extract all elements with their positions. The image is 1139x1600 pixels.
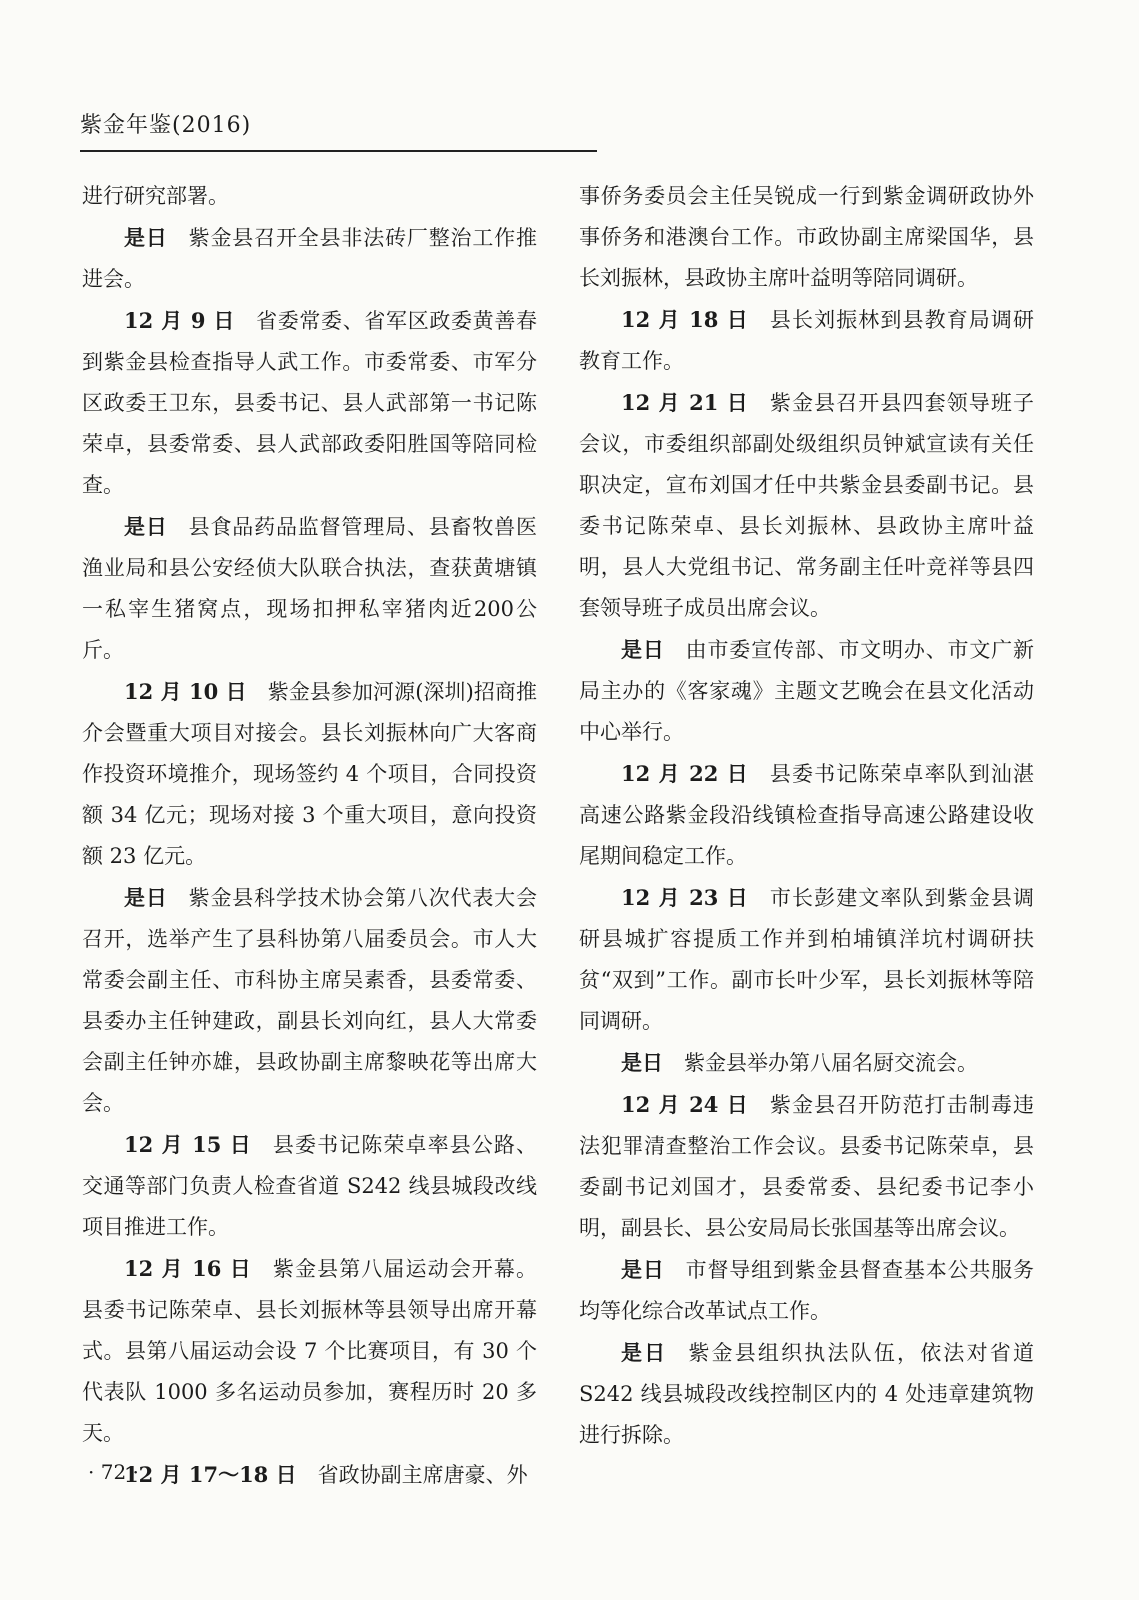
entry-text: 县委书记陈荣卓率县公路、交通等部门负责人检查省道 S242 线县城段改线项目推进工作。 (82, 1133, 537, 1239)
entry-text: 由市委宣传部、市文明办、市文广新局主办的《客家魂》主题文艺晚会在县文化活动中心举行。 (579, 638, 1035, 744)
running-header: 紫金年鉴(2016) (80, 113, 252, 138)
entry-text: 紫金县组织执法队伍，依法对省道 S242 线县城段改线控制区内的 4 处违章建筑物进行拆除。 (579, 1341, 1034, 1447)
entry-date: 是日 (124, 514, 168, 539)
entry-text: 省委常委、省军区政委黄善春到紫金县检查指导人武工作。市委常委、市军分区政委王卫东，县委书记、县人武部第一书记陈荣卓，县委常委、县人武部政委阳胜国等陪同检查。 (82, 309, 537, 497)
entry-paragraph (82, 217, 537, 300)
header-rule (80, 150, 597, 152)
entry-paragraph (82, 671, 537, 877)
entry-date: 12 月 17～18 日 (124, 1462, 297, 1487)
entry-paragraph (579, 1249, 1034, 1332)
right-column (579, 176, 1034, 1456)
entry-paragraph (579, 382, 1034, 629)
entry-date: 是日 (621, 1340, 668, 1365)
entry-text: 紫金县第八届运动会开幕。县委书记陈荣卓、县长刘振林等县领导出席开幕式。县第八届运动会设 7 个比赛项目，有 30 个代表队 1000 多名运动员参加，赛程历时 20 多天。 (82, 1257, 537, 1445)
entry-date: 是日 (621, 637, 665, 662)
entry-text: 紫金县科学技术协会第八次代表大会召开，选举产生了县科协第八届委员会。市人大常委会副主任、市科协主席吴素香，县委常委、县委办主任钟建政，副县长刘向红，县人大常委会副主任钟亦雄，县政协副主席黎映花等出席大会。 (82, 886, 538, 1115)
entry-paragraph (579, 1042, 1034, 1084)
entry-text: 紫金县举办第八届名厨交流会。 (684, 1051, 978, 1075)
entry-date: 12 月 10 日 (124, 679, 247, 704)
entry-paragraph (82, 506, 537, 671)
entry-paragraph (579, 753, 1034, 877)
entry-text: 市督导组到紫金县督查基本公共服务均等化综合改革试点工作。 (579, 1258, 1035, 1323)
entry-text: 县委书记陈荣卓率队到汕湛高速公路紫金段沿线镇检查指导高速公路建设收尾期间稳定工作。 (579, 762, 1034, 868)
entry-text: 紫金县召开县四套领导班子会议，市委组织部副处级组织员钟斌宣读有关任职决定，宣布刘国才任中共紫金县委副书记。县委书记陈荣卓、县长刘振林、县政协主席叶益明，县人大党组书记、常务副主任叶竞祥等县四套领导班子成员出席会议。 (579, 391, 1034, 620)
left-column (82, 176, 537, 1496)
entry-paragraph (82, 1124, 537, 1248)
entry-date: 12 月 24 日 (621, 1092, 749, 1117)
entry-paragraph (82, 176, 537, 217)
entry-paragraph (579, 877, 1034, 1042)
entry-date: 是日 (124, 885, 168, 910)
entry-date: 是日 (124, 225, 168, 250)
entry-text: 紫金县召开防范打击制毒违法犯罪清查整治工作会议。县委书记陈荣卓，县委副书记刘国才，县委常委、县纪委书记李小明，副县长、县公安局局长张国基等出席会议。 (579, 1093, 1034, 1240)
entry-text: 市长彭建文率队到紫金县调研县城扩容提质工作并到柏埔镇洋坑村调研扶贫“双到”工作。副市长叶少军，县长刘振林等陪同调研。 (579, 886, 1034, 1033)
entry-paragraph (82, 300, 537, 506)
page-number: · 72 · (88, 1460, 139, 1484)
entry-text: 紫金县召开全县非法砖厂整治工作推进会。 (82, 226, 538, 291)
entry-paragraph (579, 1084, 1034, 1249)
entry-paragraph (579, 176, 1034, 299)
entry-paragraph (82, 1248, 537, 1454)
entry-paragraph (579, 1332, 1034, 1456)
entry-date: 是日 (621, 1050, 663, 1075)
entry-text: 县长刘振林到县教育局调研教育工作。 (579, 308, 1034, 373)
entry-date: 12 月 15 日 (124, 1132, 252, 1157)
entry-paragraph (579, 629, 1034, 753)
entry-text: 进行研究部署。 (82, 184, 229, 208)
entry-paragraph (82, 1454, 537, 1496)
entry-text: 县食品药品监督管理局、县畜牧兽医渔业局和县公安经侦大队联合执法，查获黄塘镇一私宰生猪窝点，现场扣押私宰猪肉近200公斤。 (82, 515, 538, 662)
entry-paragraph (82, 877, 537, 1124)
entry-date: 是日 (621, 1257, 665, 1282)
entry-paragraph (579, 299, 1034, 382)
entry-date: 12 月 9 日 (124, 308, 236, 333)
entry-date: 12 月 22 日 (621, 761, 749, 786)
entry-date: 12 月 21 日 (621, 390, 749, 415)
entry-text: 省政协副主席唐豪、外 (317, 1463, 528, 1487)
entry-date: 12 月 16 日 (124, 1256, 252, 1281)
entry-date: 12 月 18 日 (621, 307, 749, 332)
entry-text: 紫金县参加河源(深圳)招商推介会暨重大项目对接会。县长刘振林向广大客商作投资环境推介，现场签约 4 个项目，合同投资额 34 亿元；现场对接 3 个重大项目，意向投资额 23 亿元。 (82, 680, 537, 868)
entry-date: 12 月 23 日 (621, 885, 749, 910)
entry-text: 事侨务委员会主任吴锐成一行到紫金调研政协外事侨务和港澳台工作。市政协副主席梁国华，县长刘振林，县政协主席叶益明等陪同调研。 (579, 184, 1034, 290)
